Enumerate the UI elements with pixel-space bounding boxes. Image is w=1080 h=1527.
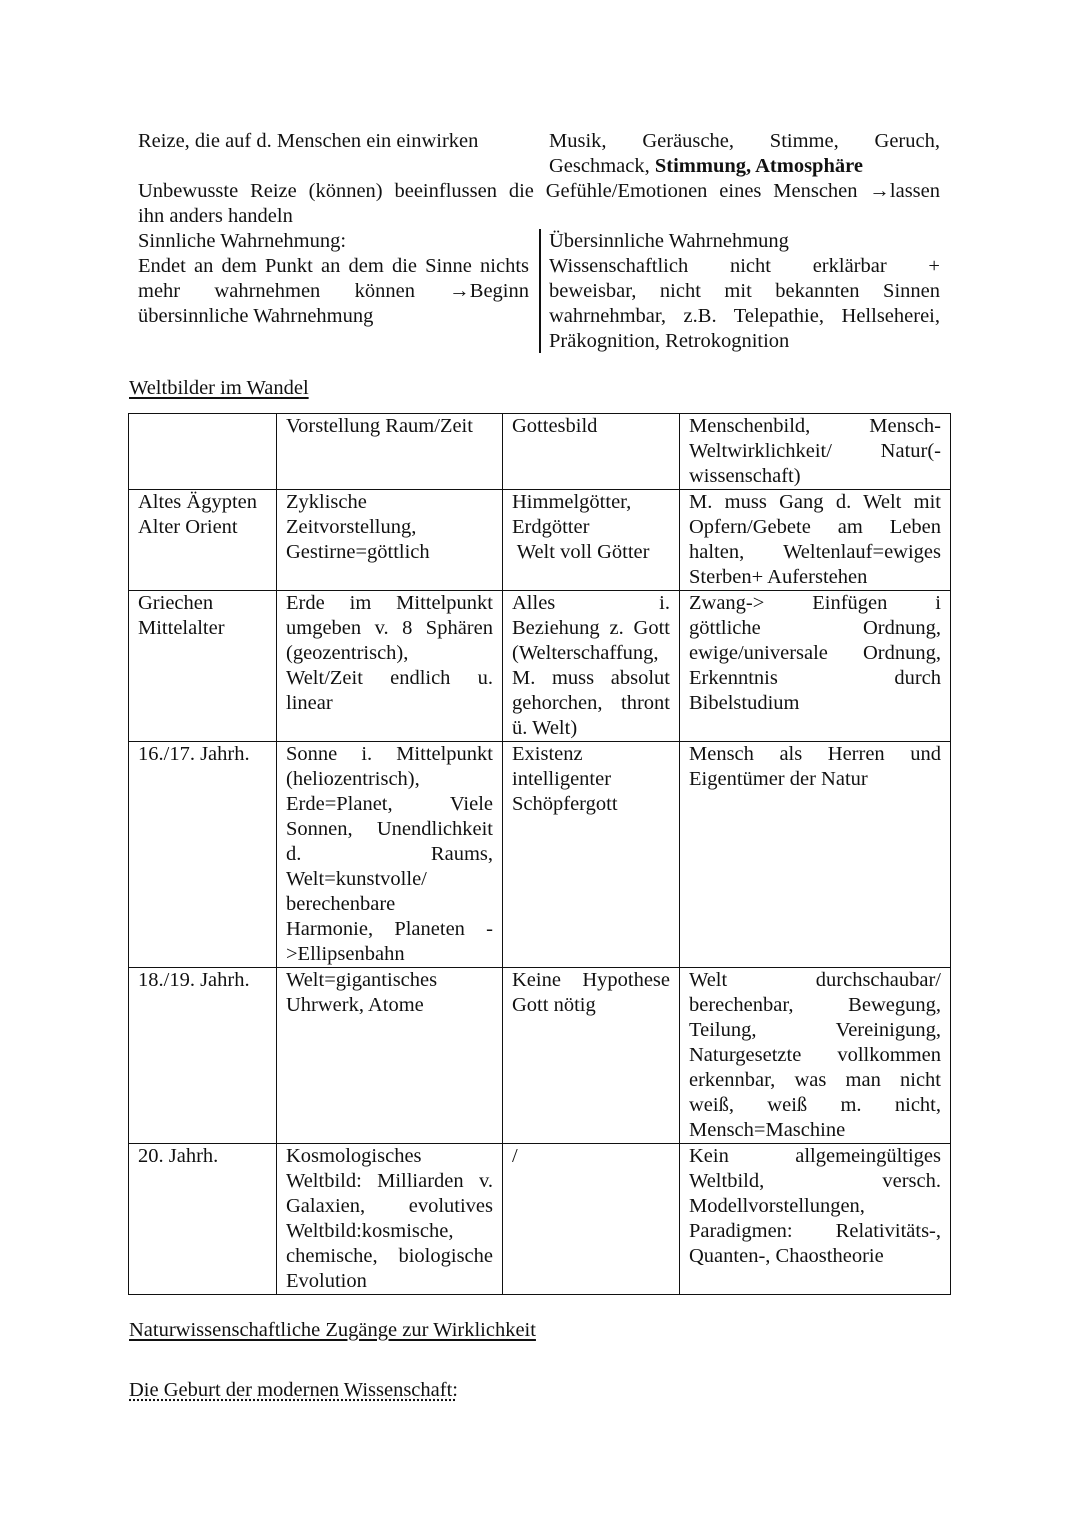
cell-line: Sonne i. Mittelpunkt (286, 743, 493, 765)
cell-line: Quanten-, Chaostheorie (689, 1245, 884, 1267)
uebersinnlich-line3: wahrnehmbar, z.B. Telepathie, Hellseherei, (549, 305, 940, 327)
cell-line: 20. Jahrh. (138, 1145, 219, 1167)
cell-line: Zeitvorstellung, (286, 516, 417, 538)
reize-examples-line1: Musik, Geräusche, Stimme, Geruch, (549, 130, 940, 152)
cell-line: Gestirne=göttlich (286, 541, 430, 563)
cell-line: M. muss Gang d. Welt mit (689, 491, 941, 513)
cell-line: göttliche Ordnung, (689, 617, 941, 639)
cell-line: Weltbild, versch. (689, 1170, 941, 1192)
cell-epoch (129, 968, 277, 1144)
header-menschenbild-line2: Weltwirklichkeit/ Natur(- (689, 440, 941, 462)
header-menschenbild-line1: Menschenbild, Mensch- (689, 415, 941, 437)
cell-line: Alles i. (512, 592, 670, 614)
cell-line: Welt/Zeit endlich u. (286, 667, 493, 689)
cell-line: 16./17. Jahrh. (138, 743, 250, 765)
cell-line: ü. Welt) (512, 717, 578, 739)
cell-epoch (129, 1144, 277, 1295)
sinnlich-title: Sinnliche Wahrnehmung: (138, 230, 347, 252)
sinnlich-text-line3: übersinnliche Wahrnehmung (138, 305, 374, 327)
cell-line: Modellvorstellungen, (689, 1195, 865, 1217)
cell-line: Welt=kunstvolle/ (286, 868, 427, 890)
header-menschenbild-line3: wissenschaft) (689, 465, 801, 487)
table-row (129, 591, 951, 742)
cell-line: ewige/universale Ordnung, (689, 642, 941, 664)
cell-line: umgeben v. 8 Sphären (286, 617, 493, 639)
cell-menschenbild (680, 742, 951, 968)
cell-line: gehorchen, thront (512, 692, 670, 714)
header-cell-menschenbild (680, 414, 951, 490)
cell-line: Sterben+ Auferstehen (689, 566, 868, 588)
cell-epoch (129, 490, 277, 591)
cell-raumzeit (277, 742, 503, 968)
cell-line: (Welterschaffung, (512, 642, 659, 664)
cell-line: (heliozentrisch), (286, 768, 420, 790)
cell-menschenbild (680, 591, 951, 742)
unbewusst-line2: ihn anders handeln (138, 205, 293, 227)
cell-line: Opfern/Gebete am Leben (689, 516, 941, 538)
cell-menschenbild (680, 490, 951, 591)
cell-gottesbild (503, 490, 680, 591)
cell-menschenbild (680, 1144, 951, 1295)
cell-line: Griechen (138, 592, 214, 614)
header-cell-empty (129, 414, 277, 490)
cell-line: Erde im Mittelpunkt (286, 592, 493, 614)
cell-line: Erde=Planet, Viele (286, 793, 493, 815)
cell-line: / (512, 1145, 518, 1167)
uebersinnlich-line1: Wissenschaftlich nicht erklärbar + (549, 255, 940, 277)
weltbilder-table (128, 413, 951, 1295)
cell-gottesbild (503, 968, 680, 1144)
cell-line: chemische, biologische (286, 1245, 493, 1267)
cell-line: Existenz (512, 743, 583, 765)
cell-line: halten, Weltenlauf=ewiges (689, 541, 941, 563)
cell-line: Beziehung z. Gott (512, 617, 670, 639)
cell-line: Weltbild:kosmische, (286, 1220, 454, 1242)
heading-weltbilder: Weltbilder im Wandel (129, 377, 309, 399)
header-cell-gottesbild: Gottesbild (503, 414, 680, 490)
cell-line: Welt durchschaubar/ (689, 969, 941, 991)
cell-line: Schöpfergott (512, 793, 618, 815)
cell-line: Kein allgemeingültiges (689, 1145, 941, 1167)
cell-raumzeit (277, 490, 503, 591)
table-header-row (129, 414, 951, 490)
cell-line: Keine Hypothese (512, 969, 670, 991)
reize-stimmung-bold: Stimmung, Atmosphäre (654, 155, 863, 177)
cell-line: Mittelalter (138, 617, 225, 639)
cell-line: Altes Ägypten (138, 491, 257, 513)
cell-line: berechenbar, Bewegung, (689, 994, 941, 1016)
cell-line: Teilung, Vereinigung, (689, 1019, 941, 1041)
cell-line: Mensch=Maschine (689, 1119, 846, 1141)
table-row (129, 490, 951, 591)
cell-line: Uhrwerk, Atome (286, 994, 424, 1016)
uebersinnlich-line4: Präkognition, Retrokognition (549, 330, 790, 352)
reize-examples-line2 (549, 154, 863, 179)
unbewusst-line1: Unbewusste Reize (können) beeinflussen die Gefühle/Emotionen eines Menschen →lassen (138, 180, 940, 202)
cell-line: linear (286, 692, 333, 714)
cell-raumzeit (277, 968, 503, 1144)
cell-line: Naturgesetzte vollkommen (689, 1044, 941, 1066)
uebersinnlich-line2: beweisbar, nicht mit bekannten Sinnen (549, 280, 940, 302)
cell-line: Welt=gigantisches (286, 969, 438, 991)
sinnlich-text-line1: Endet an dem Punkt an dem die Sinne nichts (138, 255, 529, 277)
heading-zugaenge: Naturwissenschaftliche Zugänge zur Wirklichkeit (129, 1319, 536, 1341)
reize-geschmack: Geschmack, (549, 155, 650, 177)
uebersinnlich-title: Übersinnliche Wahrnehmung (549, 230, 789, 252)
cell-raumzeit (277, 1144, 503, 1295)
cell-line: 18./19. Jahrh. (138, 969, 250, 991)
cell-line: Mensch als Herren und (689, 743, 941, 765)
cell-line: weiß, weiß m. nicht, (689, 1094, 941, 1116)
cell-line: M. muss absolut (512, 667, 670, 689)
cell-gottesbild (503, 591, 680, 742)
cell-line: erkennbar, was man nicht (689, 1069, 941, 1091)
cell-line: d. Raums, (286, 843, 493, 865)
heading-geburt: Die Geburt der modernen Wissenschaft: (129, 1379, 458, 1401)
cell-line: Harmonie, Planeten - (286, 918, 493, 940)
reize-label: Reize, die auf d. Menschen ein einwirken (138, 130, 479, 152)
cell-line: Galaxien, evolutives (286, 1195, 493, 1217)
cell-epoch (129, 742, 277, 968)
cell-line: Weltbild: Milliarden v. (286, 1170, 493, 1192)
cell-line: berechenbare (286, 893, 396, 915)
cell-line: (geozentrisch), (286, 642, 409, 664)
cell-epoch (129, 591, 277, 742)
cell-line: Gott nötig (512, 994, 596, 1016)
cell-gottesbild (503, 742, 680, 968)
cell-line: Bibelstudium (689, 692, 800, 714)
cell-line: Kosmologisches (286, 1145, 422, 1167)
cell-line: Paradigmen: Relativitäts-, (689, 1220, 941, 1242)
cell-line: Erkenntnis durch (689, 667, 941, 689)
cell-gottesbild (503, 1144, 680, 1295)
cell-line: Zwang-> Einfügen i (689, 592, 941, 614)
cell-line: Eigentümer der Natur (689, 768, 868, 790)
table-row (129, 742, 951, 968)
sinnlich-text-line2: mehr wahrnehmen können →Beginn (138, 280, 529, 302)
table-row (129, 1144, 951, 1295)
cell-line: >Ellipsenbahn (286, 943, 405, 965)
column-divider (539, 229, 541, 353)
cell-line: Evolution (286, 1270, 367, 1292)
cell-line: Sonnen, Unendlichkeit (286, 818, 493, 840)
cell-line: Welt voll Götter (512, 541, 650, 563)
cell-raumzeit (277, 591, 503, 742)
cell-line: Erdgötter (512, 516, 590, 538)
cell-line: Alter Orient (138, 516, 238, 538)
header-cell-raumzeit: Vorstellung Raum/Zeit (277, 414, 503, 490)
cell-line: Himmelgötter, (512, 491, 632, 513)
cell-line: Zyklische (286, 491, 367, 513)
cell-menschenbild (680, 968, 951, 1144)
table-row (129, 968, 951, 1144)
cell-line: intelligenter (512, 768, 612, 790)
